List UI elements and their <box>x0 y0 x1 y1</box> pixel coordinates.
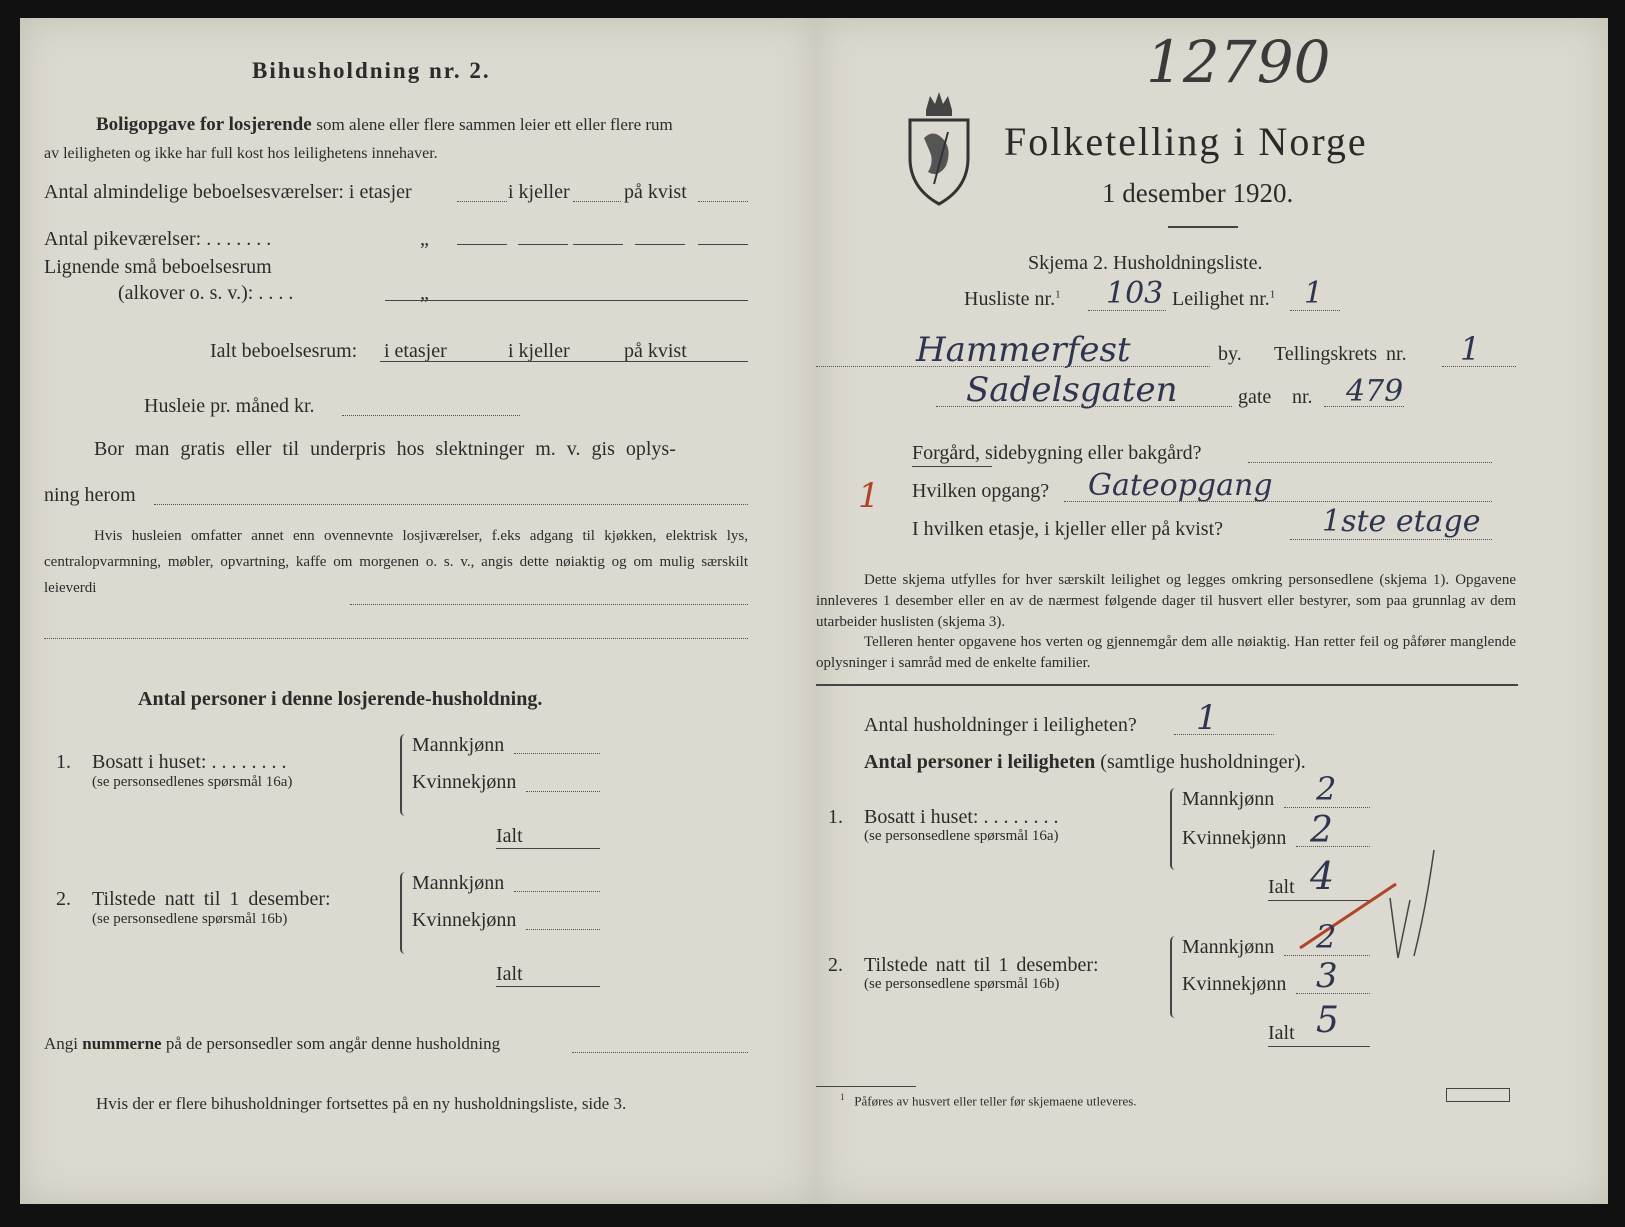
right-q1-num: 1. <box>828 806 843 828</box>
right-q2-ialt-underline <box>1268 1046 1370 1047</box>
pike-label: Antal pikeværelser: . . . . . . . <box>44 228 272 250</box>
ialt-etasjer-label: i etasjer <box>384 340 447 362</box>
right-q2-kvinne-value: 3 <box>1316 956 1338 996</box>
hush-value: 1 <box>1196 698 1218 738</box>
hush-label: Antal husholdninger i leiligheten? <box>864 714 1137 736</box>
rooms-kjeller-label: i kjeller <box>508 181 570 203</box>
krets-field <box>1442 366 1516 367</box>
pike-field-2 <box>518 244 568 245</box>
right-q2-kvinne-field <box>1296 993 1370 994</box>
right-q1-ialt-value: 4 <box>1310 854 1335 898</box>
husleie-field <box>342 415 520 416</box>
coat-of-arms-icon <box>904 88 974 208</box>
husleie-label: Husleie pr. måned kr. <box>144 395 315 417</box>
right-q1-mann-value: 2 <box>1316 770 1337 808</box>
forgaard-question: Forgård, sidebygning eller bakgård? <box>912 442 1202 464</box>
gate-nr-label: nr. <box>1292 386 1313 408</box>
left-q2-brace <box>400 872 410 954</box>
forgaard-field <box>1248 462 1492 463</box>
info-paragraph: Hvis husleien omfatter annet enn ovennevnte losjiværelser, f.eks adgang til kjøkken, elektrisk lys, centralopvarmning, møbler, opvartning, kaffe om morgenen o. s. v., angis dette nøiaktig og om mulig særskilt leieverdi <box>44 528 748 596</box>
alkover-field <box>385 300 748 301</box>
rooms-kjeller-field <box>573 201 621 202</box>
right-title: Folketelling i Norge <box>1004 119 1368 164</box>
angi-line: Angi nummerne på de personsedler som angår denne husholdning <box>44 1034 501 1053</box>
etasje-value: 1ste etage <box>1322 504 1481 539</box>
leieverdi-field <box>350 604 748 605</box>
footnote: $^1$ Påføres av husvert eller teller før skjemaene utleveres. <box>840 1092 1137 1109</box>
forgaard-mark: 1 <box>858 476 880 516</box>
left-q2-kvinne-label: Kvinnekjønn <box>412 909 517 931</box>
census-date: 1 desember 1920. <box>1102 178 1294 208</box>
pike-ditto: „ <box>420 228 429 250</box>
left-q1-kvinne-field <box>526 791 600 792</box>
right-q1-kvinne-label: Kvinnekjønn <box>1182 827 1287 849</box>
lignende-label: Lignende små beboelsesrum <box>44 256 272 278</box>
title-rule <box>1168 226 1238 228</box>
schema-label: Skjema 2. Husholdningsliste. <box>1028 252 1263 274</box>
right-q2-mann-label: Mannkjønn <box>1182 936 1275 958</box>
right-persons-heading: Antal personer i leiligheten (samtlige husholdninger). <box>864 751 1306 773</box>
gratis-line-2: ning herom <box>44 484 136 506</box>
ialt-kjeller-label: i kjeller <box>508 340 570 362</box>
gate-nr-field <box>1324 406 1404 407</box>
printer-stamp <box>1446 1088 1510 1102</box>
rooms-kvist-field <box>698 201 748 202</box>
left-q2-note: (se personsedlene spørsmål 16b) <box>92 911 288 927</box>
right-q2-ialt-label: Ialt <box>1268 1022 1295 1044</box>
hush-field <box>1174 734 1274 735</box>
right-q1-mann-label: Mannkjønn <box>1182 788 1275 810</box>
angi-field <box>572 1052 748 1053</box>
right-q2-brace <box>1170 936 1180 1018</box>
husliste-field <box>1088 310 1166 311</box>
pike-field-4 <box>635 244 685 245</box>
right-q1-note: (se personsedlene spørsmål 16a) <box>864 828 1059 844</box>
right-q2-num: 2. <box>828 954 843 976</box>
right-page <box>816 18 1608 1204</box>
right-q1-kvinne-value: 2 <box>1310 810 1333 851</box>
instructions-2: Telleren henter opgavene hos verten og gjennemgår dem alle nøiaktig. Han retter feil og påfører manglende oplysninger i samråd med de enkelte familier. <box>816 634 1516 671</box>
gate-nr-value: 479 <box>1346 374 1404 409</box>
pike-field-5 <box>698 244 748 245</box>
intro-line-2: av leiligheten og ikke har full kost hos leilighetens innehaver. <box>44 145 438 162</box>
left-q2-label: Tilstede natt til 1 desember: <box>92 888 331 910</box>
krets-value: 1 <box>1460 330 1481 368</box>
archive-number: 12790 <box>1146 28 1331 96</box>
left-q1-num: 1. <box>56 751 71 773</box>
left-q2-ialt-label: Ialt <box>496 963 523 985</box>
right-q2-kvinne-label: Kvinnekjønn <box>1182 973 1287 995</box>
left-title: Bihusholdning nr. 2. <box>252 58 491 83</box>
street-field <box>936 406 1232 407</box>
etasje-field <box>1290 539 1492 540</box>
left-q2-mann-field <box>514 891 600 892</box>
left-footer: Hvis der er flere bihusholdninger fortsettes på en ny husholdningsliste, side 3. <box>96 1094 627 1113</box>
left-q1-ialt-underline <box>496 848 600 849</box>
instructions-rule <box>816 684 1518 686</box>
left-q1-kvinne-label: Kvinnekjønn <box>412 771 517 793</box>
city-field <box>816 366 1210 367</box>
left-q1-mann-label: Mannkjønn <box>412 734 505 756</box>
footnote-rule <box>816 1086 916 1087</box>
left-q1-label: Bosatt i huset: . . . . . . . . <box>92 751 287 773</box>
alkover-label: (alkover o. s. v.): . . . . <box>118 282 294 304</box>
right-q1-mann-field <box>1284 807 1370 808</box>
street-value: Sadelsgaten <box>966 370 1178 410</box>
opgang-field <box>1064 501 1492 502</box>
right-q2-note: (se personsedlene spørsmål 16b) <box>864 976 1060 992</box>
rooms-kvist-label: på kvist <box>624 181 687 203</box>
ialt-kvist-label: på kvist <box>624 340 687 362</box>
leilighet-value: 1 <box>1304 276 1324 311</box>
pike-field-3 <box>573 244 623 245</box>
leilighet-label: Leilighet nr.$^1$ <box>1172 288 1276 310</box>
right-q1-ialt-label: Ialt <box>1268 876 1295 898</box>
by-label: by. <box>1218 343 1242 365</box>
ialt-rum-underline <box>380 361 748 362</box>
leilighet-field <box>1290 310 1340 311</box>
right-q1-label: Bosatt i huset: . . . . . . . . <box>864 806 1059 828</box>
rooms-label: Antal almindelige beboelsesværelser: i etasjer <box>44 181 412 203</box>
right-q2-mann-value: 2 <box>1316 918 1337 956</box>
husliste-label: Husliste nr.$^1$ <box>964 288 1061 310</box>
forgaard-underline <box>912 466 992 467</box>
blank-line <box>44 638 748 639</box>
instructions-1: Dette skjema utfylles for hver særskilt leilighet og legges omkring personsedlene (skjema 1). Opgavene innleveres 1 desember eller en av de nærmest følgende dager til husvert eller bestyrer, som paa grunnlag av dem utarbeider huslisten (skjema 3). <box>816 572 1516 630</box>
gratis-field <box>154 504 748 505</box>
left-persons-heading: Antal personer i denne losjerende-husholdning. <box>138 688 543 710</box>
left-q2-num: 2. <box>56 888 71 910</box>
left-q1-ialt-label: Ialt <box>496 825 523 847</box>
intro-bold: Boligopgave for losjerende <box>96 114 312 135</box>
left-q1-brace <box>400 734 410 816</box>
left-q2-mann-label: Mannkjønn <box>412 872 505 894</box>
left-q2-ialt-underline <box>496 986 600 987</box>
left-q2-kvinne-field <box>526 929 600 930</box>
left-q1-mann-field <box>514 753 600 754</box>
opgang-value: Gateopgang <box>1088 468 1273 503</box>
krets-label: Tellingskrets nr. <box>1274 343 1407 365</box>
gratis-line-1: Bor man gratis eller til underpris hos slektninger m. v. gis oplys- <box>94 438 676 460</box>
opgang-question: Hvilken opgang? <box>912 480 1050 502</box>
correction-strokes-icon <box>1286 838 1446 988</box>
right-q1-brace <box>1170 788 1180 870</box>
pike-field-1 <box>457 244 507 245</box>
left-page <box>20 18 816 1204</box>
gate-label: gate <box>1238 386 1272 408</box>
right-q2-label: Tilstede natt til 1 desember: <box>864 954 1099 976</box>
husliste-value: 103 <box>1106 276 1164 311</box>
ialt-rum-label: Ialt beboelsesrum: <box>210 340 358 362</box>
city-value: Hammerfest <box>916 330 1131 370</box>
left-q1-note: (se personsedlenes spørsmål 16a) <box>92 774 293 790</box>
intro-line-1 <box>96 114 673 136</box>
rooms-etasjer-field <box>457 201 507 202</box>
intro-rest: som alene eller flere sammen leier ett eller flere rum <box>316 115 673 134</box>
etasje-question: I hvilken etasje, i kjeller eller på kvist? <box>912 518 1223 540</box>
alkover-ditto: „ <box>420 282 429 304</box>
right-q2-ialt-value: 5 <box>1316 1000 1339 1041</box>
